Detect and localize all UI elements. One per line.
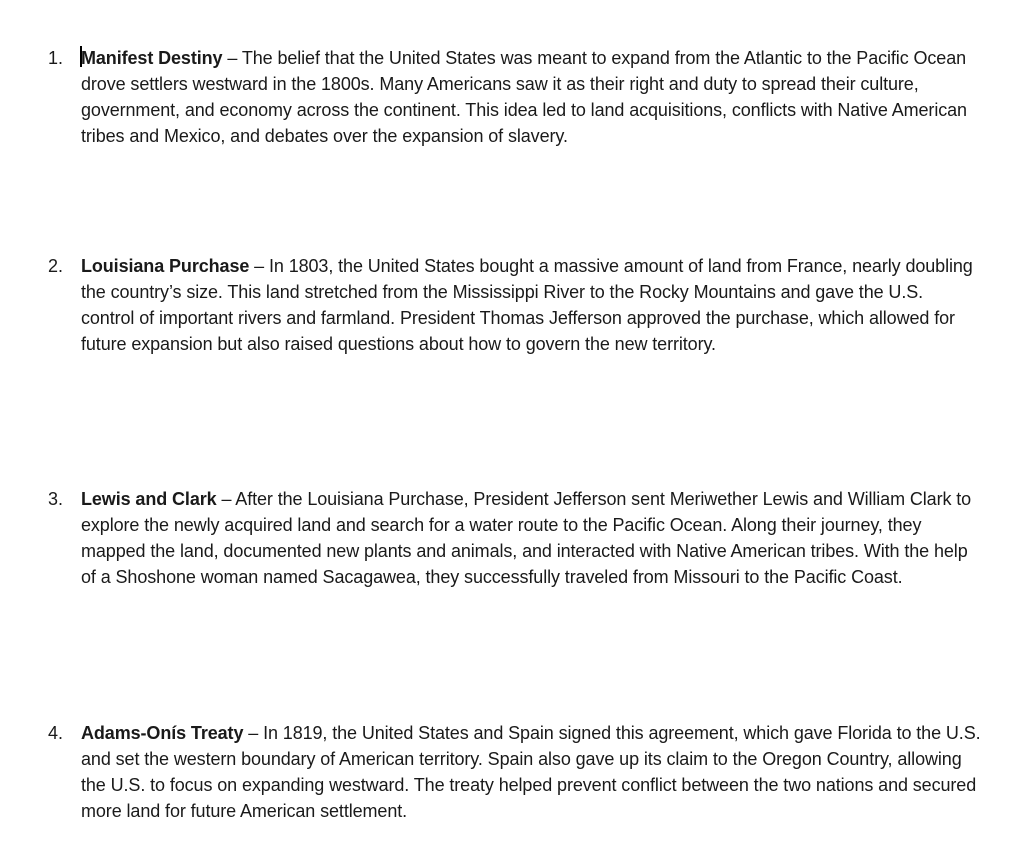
list-number: 3. bbox=[48, 489, 64, 509]
term-heading: Manifest Destiny bbox=[81, 48, 223, 68]
list-paragraph[interactable] bbox=[81, 253, 981, 357]
term-description: – The belief that the United States was meant to expand from the Atlantic to the Pacific Ocean drove settlers westward in the 1800s. Many Americans saw it as their right and duty to spread their culture, government, and economy across the continent. This idea led to land acquisitions, conflicts with Native American tribes and Mexico, and debates over the expansion of slavery. bbox=[81, 48, 967, 146]
term-heading: Adams-Onís Treaty bbox=[81, 723, 244, 743]
term-heading: Lewis and Clark bbox=[81, 489, 217, 509]
term-description: – In 1803, the United States bought a massive amount of land from France, nearly doubling the country’s size. This land stretched from the Mississippi River to the Rocky Mountains and gave the U.S. control of important rivers and farmland. President Thomas Jefferson approved the purchase, which allowed for future expansion but also raised questions about how to govern the new territory. bbox=[81, 256, 973, 354]
list-number: 4. bbox=[48, 723, 64, 743]
term-description: – After the Louisiana Purchase, President Jefferson sent Meriwether Lewis and William Clark to explore the newly acquired land and search for a water route to the Pacific Ocean. Along their journey, they mapped the land, documented new plants and animals, and interacted with Native American tribes. With the help of a Shoshone woman named Sacagawea, they successfully traveled from Missouri to the Pacific Coast. bbox=[81, 489, 972, 587]
list-paragraph[interactable] bbox=[81, 720, 981, 824]
list-paragraph[interactable] bbox=[81, 486, 981, 590]
list-number: 1. bbox=[48, 48, 64, 68]
term-description: – In 1819, the United States and Spain signed this agreement, which gave Florida to the U.S. and set the western boundary of American territory. Spain also gave up its claim to the Oregon Country, allowing the U.S. to focus on expanding westward. The treaty helped prevent conflict between the two nations and secured more land for future American settlement. bbox=[81, 723, 981, 821]
list-number: 2. bbox=[48, 256, 64, 276]
list-paragraph[interactable] bbox=[81, 45, 981, 149]
term-heading: Louisiana Purchase bbox=[81, 256, 250, 276]
